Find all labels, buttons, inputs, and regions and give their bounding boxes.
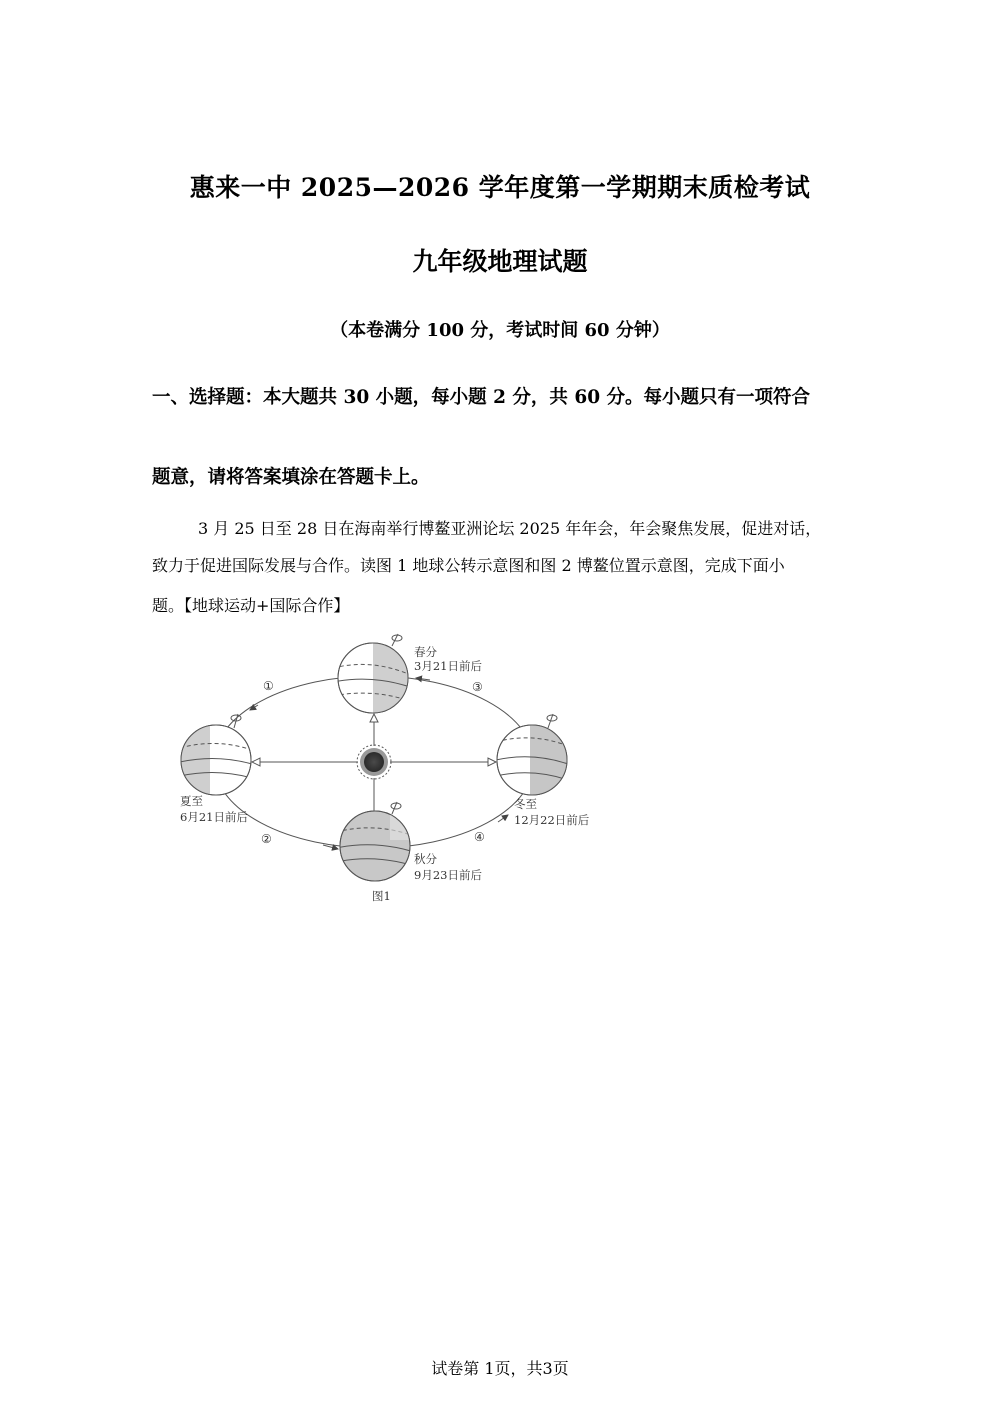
earth-globe-autumn xyxy=(336,802,420,881)
passage-line1 xyxy=(152,510,852,547)
figure-caption: 图1 xyxy=(372,889,391,903)
section-heading-line1: 一、选择题：本大题共 30 小题，每小题 2 分，共 60 分。每小题只有一项符合 xyxy=(152,387,811,408)
segment-label-3: ③ xyxy=(472,680,483,694)
earth-globe-winter xyxy=(496,714,570,800)
segment-label-1: ① xyxy=(263,679,274,693)
summer-label: 夏至 xyxy=(180,794,203,808)
segment-label-4: ④ xyxy=(474,830,485,844)
winter-date: 12月22日前后 xyxy=(514,813,590,827)
spring-date: 3月21日前后 xyxy=(414,659,482,673)
passage-line2: 致力于促进国际发展与合作。读图 1 地球公转示意图和图 2 博鳌位置示意图，完成下面小 xyxy=(152,556,785,575)
autumn-label: 秋分 xyxy=(414,852,437,866)
section-heading-line2: 题意，请将答案填涂在答题卡上。 xyxy=(152,467,430,488)
page-footer: 试卷第 1页，共3页 xyxy=(431,1359,569,1378)
sun-icon xyxy=(357,745,391,779)
exam-subtitle: 九年级地理试题 xyxy=(412,247,588,276)
exam-title: 惠来一中 2025—2026 学年度第一学期期末质检考试 xyxy=(189,173,811,202)
earth-orbit-figure xyxy=(168,630,608,910)
orbit-arrow-1 xyxy=(250,705,258,710)
summer-date: 6月21日前后 xyxy=(180,810,248,824)
earth-globe-summer xyxy=(178,714,252,800)
passage-line1-text: 3 月 25 日至 28 日在海南举行博鳌亚洲论坛 2025 年年会，年会聚焦发展，促进对话， xyxy=(198,519,822,538)
winter-label: 冬至 xyxy=(514,797,537,811)
autumn-date: 9月23日前后 xyxy=(414,868,482,882)
orbit-arrow-4 xyxy=(498,815,508,822)
passage-line3: 题。【地球运动+国际合作】 xyxy=(152,596,350,615)
spring-label: 春分 xyxy=(414,645,437,659)
segment-label-2: ② xyxy=(261,832,272,846)
earth-globe-spring xyxy=(333,634,418,720)
exam-note: （本卷满分 100 分，考试时间 60 分钟） xyxy=(330,320,670,341)
